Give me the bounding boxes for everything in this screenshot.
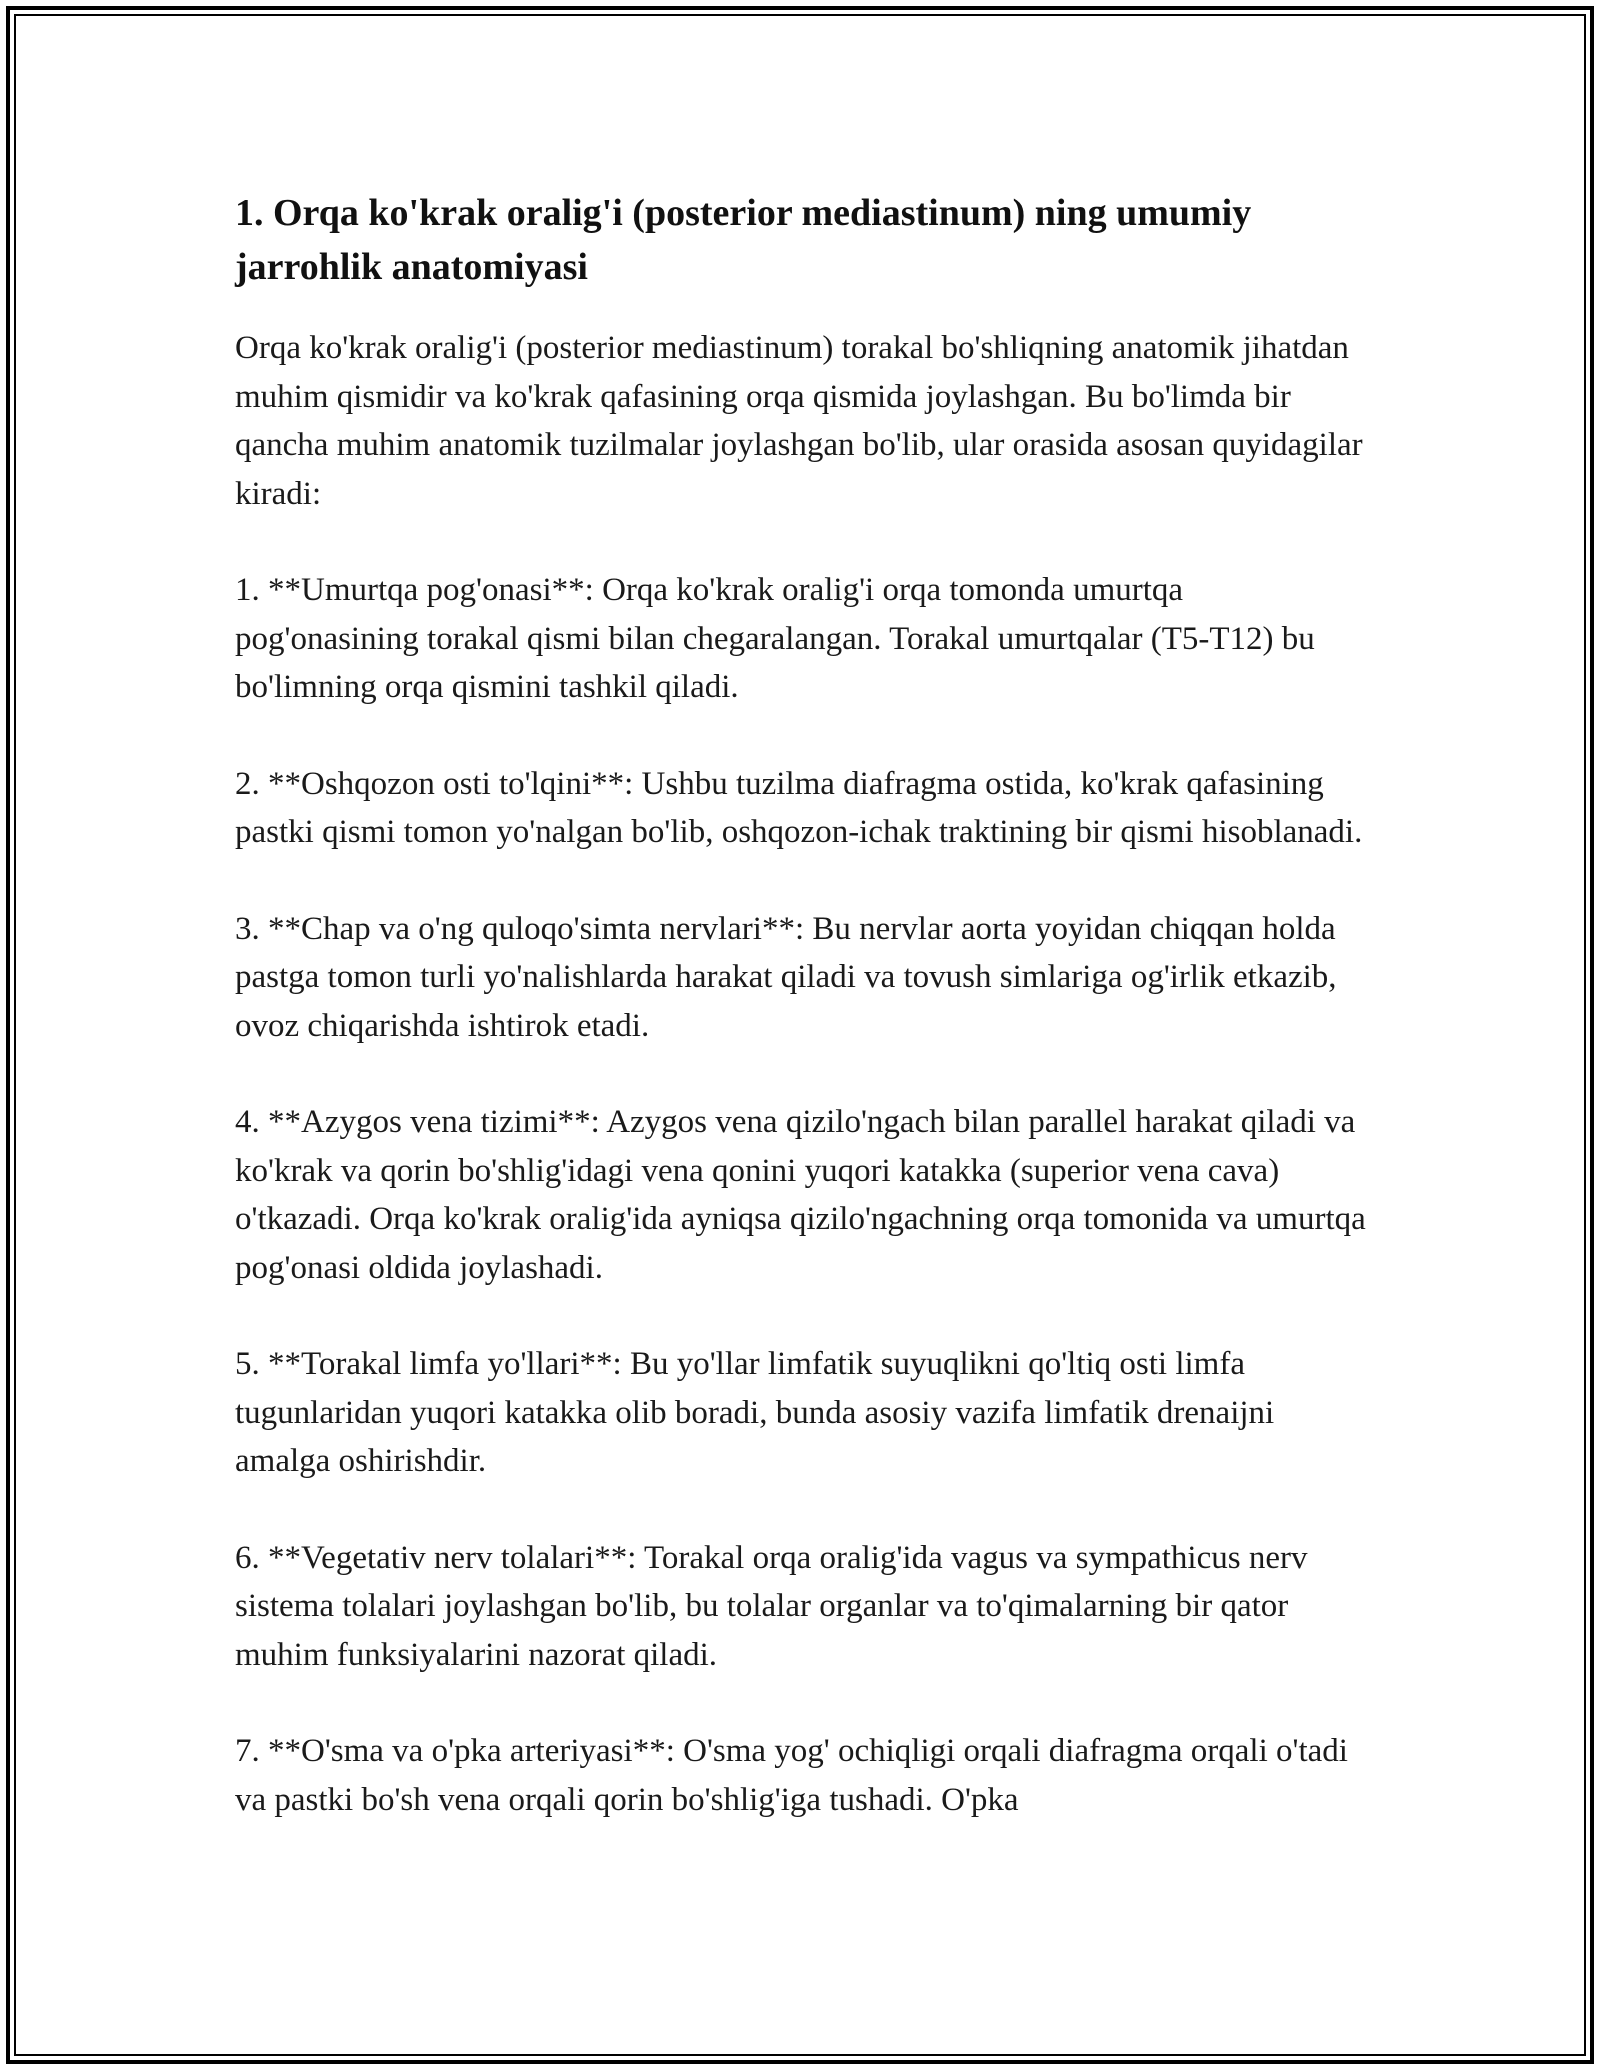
list-item-azygos-vein: 4. **Azygos vena tizimi**: Azygos vena qizilo'ngach bilan parallel harakat qiladi va ko'krak va qorin bo'shlig'idagi vena qonini yuqori katakka (superior vena cava) o'tkazadi. Orqa ko'krak oralig'ida ayniqsa qizilo'ngachning orqa tomonida va umurtqa pog'onasi oldida joylashadi. bbox=[235, 1104, 1366, 1286]
list-item-laryngeal-nerves: 3. **Chap va o'ng quloqo'simta nervlari**: Bu nervlar aorta yoyidan chiqqan holda pastga tomon turli yo'nalishlarda harakat qiladi va tovush simlariga og'irlik etkazib, ovoz chiqarishda ishtirok etadi. bbox=[235, 910, 1337, 1044]
document-body bbox=[235, 186, 1375, 1872]
intro-paragraph: Orqa ko'krak oralig'i (posterior mediastinum) torakal bo'shliqning anatomik jihatdan muhim qismidir va ko'krak qafasining orqa qismida joylashgan. Bu bo'limda bir qancha muhim anatomik tuzilmalar joylashgan bo'lib, ular orasida asosan quyidagilar kiradi: bbox=[235, 330, 1363, 512]
list-item-vertebral-column: 1. **Umurtqa pog'onasi**: Orqa ko'krak oralig'i orqa tomonda umurtqa pog'onasining torakal qismi bilan chegaralangan. Torakal umurtqalar (T5-T12) bu bo'limning orqa qismini tashkil qiladi. bbox=[235, 572, 1315, 705]
list-item-pancreas: 2. **Oshqozon osti to'lqini**: Ushbu tuzilma diafragma ostida, ko'krak qafasining pastki qismi tomon yo'nalgan bo'lib, oshqozon-ichak traktining bir qismi hisoblanadi. bbox=[235, 765, 1363, 850]
list-item-pulmonary-artery: 7. **O'sma va o'pka arteriyasi**: O'sma yog' ochiqligi orqali diafragma orqali o'tadi va pastki bo'sh vena orqali qorin bo'shlig'iga tushadi. O'pka bbox=[235, 1733, 1348, 1818]
list-item-autonomic-nerves: 6. **Vegetativ nerv tolalari**: Torakal orqa oralig'ida vagus va sympathicus nerv sistema tolalari joylashgan bo'lib, bu tolalar organlar va to'qimalarning bir qator muhim funksiyalarini nazorat qiladi. bbox=[235, 1539, 1308, 1673]
list-item-thoracic-lymph: 5. **Torakal limfa yo'llari**: Bu yo'llar limfatik suyuqlikni qo'ltiq osti limfa tugunlaridan yuqori katakka olib boradi, bunda asosiy vazifa limfatik drenaijni amalga oshirishdir. bbox=[235, 1346, 1275, 1479]
section-heading: 1. Orqa ko'krak oralig'i (posterior mediastinum) ning umumiy jarrohlik anatomiyasi bbox=[235, 192, 1252, 288]
